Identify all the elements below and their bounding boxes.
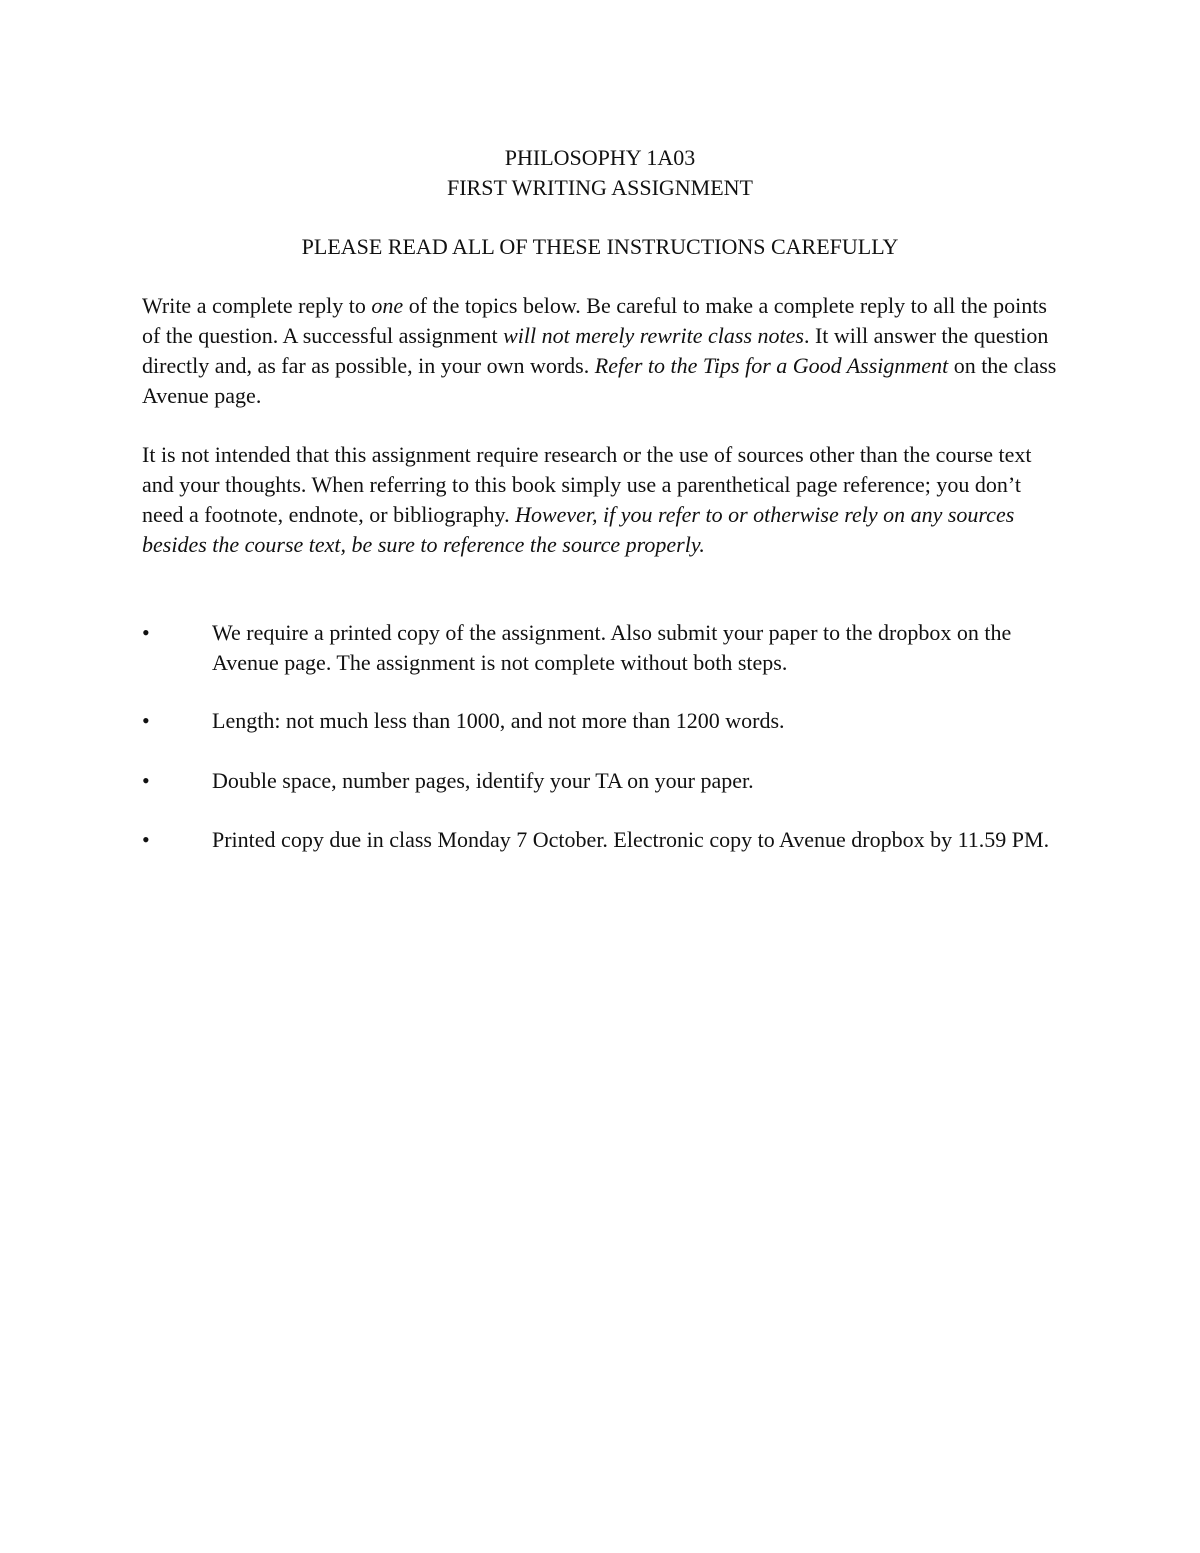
bullet-text-formatting: Double space, number pages, identify your TA on your paper.: [212, 768, 754, 793]
bullet-text-due-date: Printed copy due in class Monday 7 October. Electronic copy to Avenue dropbox by 11.59 PM.: [212, 827, 1050, 852]
bullet-symbol: •: [142, 708, 150, 733]
intro-text-3: . It will answer the question directly and, as far as possible, in your own words.: [142, 323, 1049, 378]
instructions-notice: PLEASE READ ALL OF THESE INSTRUCTIONS CAREFULLY: [301, 234, 899, 259]
intro-paragraph: [142, 291, 1062, 411]
sources-emphasis-1: However, if you refer to or otherwise rely on any sources besides the course text, be sure to reference the source properly.: [142, 502, 1015, 557]
intro-text-1: Write a complete reply to: [142, 293, 372, 318]
intro-text-2: of the topics below. Be careful to make a complete reply to all the points of the question. A successful assignment: [142, 293, 1047, 348]
intro-text-4: on the class Avenue page.: [142, 353, 1057, 408]
bullet-text-submission: We require a printed copy of the assignment. Also submit your paper to the dropbox on the Avenue page. The assignment is not complete without both steps.: [212, 620, 1012, 675]
bullet-symbol: •: [142, 827, 150, 852]
sources-text-1: It is not intended that this assignment require research or the use of sources other than the course text and your thoughts. When referring to this book simply use a parenthetical page reference; you don’t need a footnote, endnote, or bibliography.: [142, 442, 1032, 527]
course-title: PHILOSOPHY 1A03: [504, 145, 696, 170]
intro-emphasis-3: Refer to the Tips for a Good Assignment: [594, 353, 949, 378]
bullet-symbol: •: [142, 768, 150, 793]
assignment-title: FIRST WRITING ASSIGNMENT: [447, 175, 753, 200]
intro-emphasis-2: will not merely rewrite class notes: [503, 323, 804, 348]
sources-paragraph: [142, 440, 1062, 560]
bullet-text-length: Length: not much less than 1000, and not more than 1200 words.: [212, 708, 785, 733]
intro-emphasis-1: one: [371, 293, 404, 318]
bullet-symbol: •: [142, 620, 150, 645]
